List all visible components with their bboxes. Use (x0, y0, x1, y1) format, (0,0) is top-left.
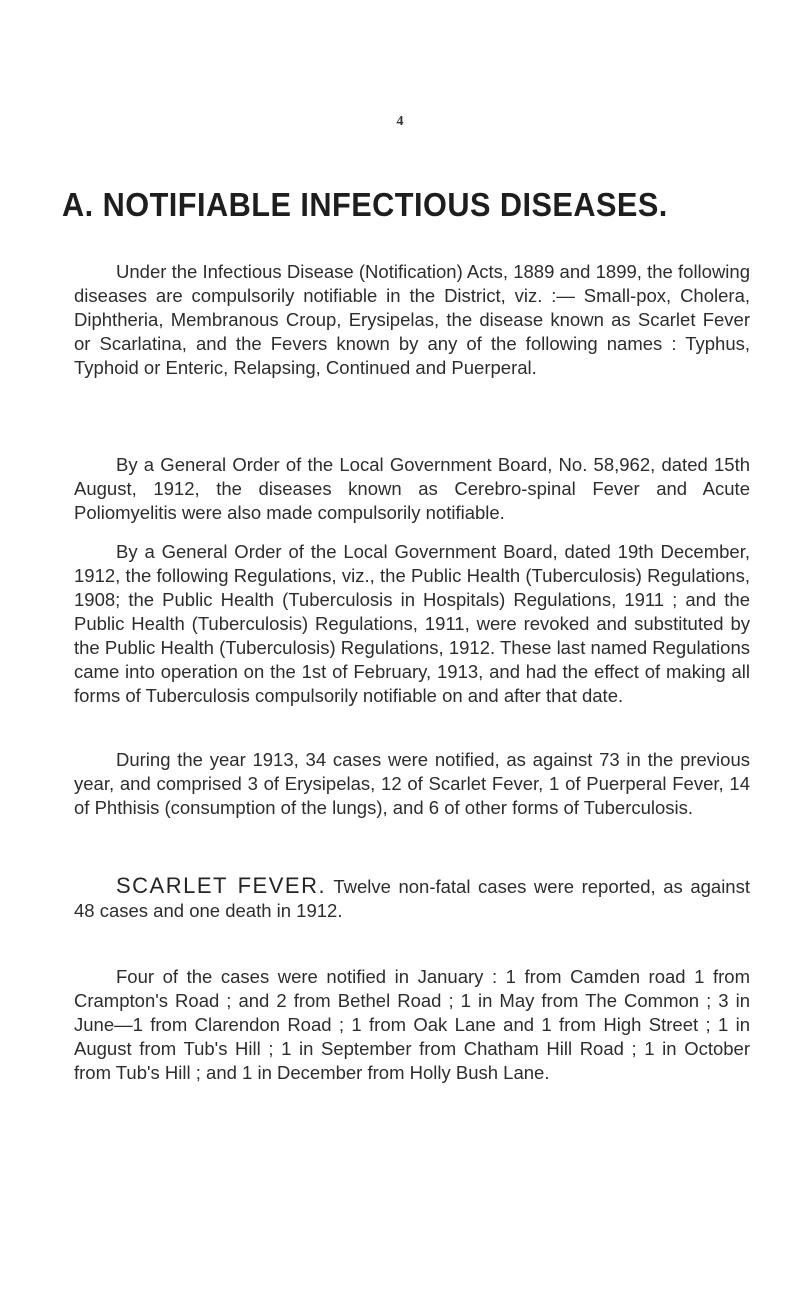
scarlet-fever-heading: SCARLET FEVER. (116, 873, 327, 898)
paragraph-case-locations (74, 965, 750, 1085)
paragraph-tuberculosis-regulations (74, 540, 750, 708)
paragraph-cases-1913 (74, 748, 750, 820)
paragraph-notification-acts (74, 260, 750, 380)
paragraph-text: By a General Order of the Local Government Board, No. 58,962, dated 15th August, 1912, the diseases known as Cerebro-spinal Fever and Acute Poliomyelitis were also made compulsorily notifiable. (74, 454, 750, 523)
page-number: 4 (396, 114, 404, 129)
paragraph-scarlet-fever (74, 874, 750, 923)
paragraph-text: Under the Infectious Disease (Notification) Acts, 1889 and 1899, the following diseases are compulsorily notifiable in the District, viz. :— Small-pox, Cholera, Diphtheria, Membranous Croup, Erysipelas, the disease known as Scarlet Fever or Scarlatina, and the Fevers known by any of the following names : Typhus, Typhoid or Enteric, Relapsing, Continued and Puerperal. (74, 261, 750, 378)
section-heading: A. NOTIFIABLE INFECTIOUS DISEASES. (62, 186, 668, 223)
paragraph-text: Twelve non-fatal cases were reported, as against 48 cases and one death in 1912. (74, 876, 750, 921)
paragraph-general-order-1912 (74, 453, 750, 525)
paragraph-text: During the year 1913, 34 cases were notified, as against 73 in the previous year, and comprised 3 of Erysipelas, 12 of Scarlet Fever, 1 of Puerperal Fever, 14 of Phthisis (consumption of the lungs), and 6 of other forms of Tuberculosis. (74, 749, 750, 818)
paragraph-text: Four of the cases were notified in January : 1 from Camden road 1 from Crampton's Road ; and 2 from Bethel Road ; 1 in May from The Common ; 3 in June—1 from Clarendon Road ; 1 from Oak Lane and 1 from High Street ; 1 in August from Tub's Hill ; 1 in September from Chatham Hill Road ; 1 in October from Tub's Hill ; and 1 in December from Holly Bush Lane. (74, 966, 750, 1083)
paragraph-text: By a General Order of the Local Government Board, dated 19th December, 1912, the following Regulations, viz., the Public Health (Tuberculosis) Regulations, 1908; the Public Health (Tuberculosis in Hospitals) Regulations, 1911 ; and the Public Health (Tuberculosis) Regulations, 1911, were revoked and substituted by the Public Health (Tuberculosis) Regulations, 1912. These last named Regulations came into operation on the 1st of February, 1913, and had the effect of making all forms of Tuberculosis compulsorily notifiable on and after that date. (74, 541, 750, 706)
